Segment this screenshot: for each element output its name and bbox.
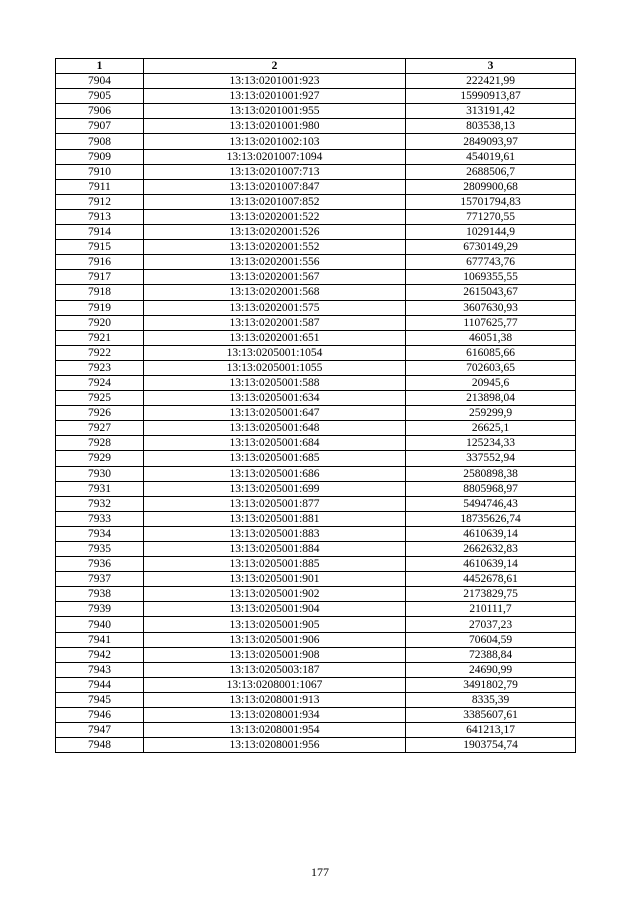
cadastral-value: 4610639,14: [406, 526, 576, 541]
cadastral-value: 702603,65: [406, 360, 576, 375]
cadastral-number: 13:13:0205001:647: [144, 406, 406, 421]
row-number: 7905: [56, 89, 144, 104]
cadastral-number: 13:13:0205001:904: [144, 602, 406, 617]
cadastral-number: 13:13:0205001:881: [144, 511, 406, 526]
row-number: 7918: [56, 285, 144, 300]
cadastral-value: 641213,17: [406, 723, 576, 738]
cadastral-number: 13:13:0205001:634: [144, 391, 406, 406]
cadastral-value: 3385607,61: [406, 708, 576, 723]
cadastral-value: 5494746,43: [406, 496, 576, 511]
table-row: [56, 270, 576, 285]
row-number: 7942: [56, 647, 144, 662]
row-number: 7938: [56, 587, 144, 602]
row-number: 7928: [56, 436, 144, 451]
cadastral-number: 13:13:0205001:684: [144, 436, 406, 451]
table-row: [56, 662, 576, 677]
cadastral-value: 46051,38: [406, 330, 576, 345]
cadastral-number: 13:13:0202001:522: [144, 209, 406, 224]
table-row: [56, 119, 576, 134]
table-row: [56, 194, 576, 209]
table-row: [56, 677, 576, 692]
row-number: 7904: [56, 74, 144, 89]
table-row: [56, 255, 576, 270]
table-row: [56, 587, 576, 602]
row-number: 7924: [56, 375, 144, 390]
table-row: [56, 572, 576, 587]
table-row: [56, 315, 576, 330]
table-row: [56, 451, 576, 466]
row-number: 7926: [56, 406, 144, 421]
row-number: 7932: [56, 496, 144, 511]
row-number: 7948: [56, 738, 144, 753]
cadastral-value: 313191,42: [406, 104, 576, 119]
cadastral-value: 18735626,74: [406, 511, 576, 526]
cadastral-number: 13:13:0205001:648: [144, 421, 406, 436]
table-row: [56, 89, 576, 104]
cadastral-number: 13:13:0201001:927: [144, 89, 406, 104]
row-number: 7935: [56, 542, 144, 557]
row-number: 7913: [56, 209, 144, 224]
cadastral-number: 13:13:0205001:906: [144, 632, 406, 647]
cadastral-value: 677743,76: [406, 255, 576, 270]
table-row: [56, 240, 576, 255]
cadastral-number: 13:13:0205003:187: [144, 662, 406, 677]
header-row: [56, 59, 576, 74]
cadastral-number: 13:13:0205001:885: [144, 557, 406, 572]
cadastral-number: 13:13:0201007:1094: [144, 149, 406, 164]
table-row: [56, 74, 576, 89]
row-number: 7912: [56, 194, 144, 209]
row-number: 7925: [56, 391, 144, 406]
cadastral-number: 13:13:0201007:847: [144, 179, 406, 194]
cadastral-number: 13:13:0205001:884: [144, 542, 406, 557]
row-number: 7947: [56, 723, 144, 738]
table-row: [56, 104, 576, 119]
cadastral-value: 6730149,29: [406, 240, 576, 255]
cadastral-value: 4610639,14: [406, 557, 576, 572]
cadastral-value: 222421,99: [406, 74, 576, 89]
cadastral-value: 2662632,83: [406, 542, 576, 557]
table-row: [56, 225, 576, 240]
cadastral-value: 454019,61: [406, 149, 576, 164]
row-number: 7941: [56, 632, 144, 647]
row-number: 7911: [56, 179, 144, 194]
cadastral-number: 13:13:0202001:568: [144, 285, 406, 300]
table-row: [56, 345, 576, 360]
table-row: [56, 557, 576, 572]
cadastral-value: 27037,23: [406, 617, 576, 632]
table-row: [56, 360, 576, 375]
row-number: 7945: [56, 692, 144, 707]
cadastral-number: 13:13:0201002:103: [144, 134, 406, 149]
cadastral-number: 13:13:0208001:1067: [144, 677, 406, 692]
cadastral-number: 13:13:0205001:883: [144, 526, 406, 541]
table-row: [56, 738, 576, 753]
cadastral-value: 2809900,68: [406, 179, 576, 194]
cadastral-number: 13:13:0202001:552: [144, 240, 406, 255]
cadastral-value: 2615043,67: [406, 285, 576, 300]
cadastral-value: 2849093,97: [406, 134, 576, 149]
cadastral-number: 13:13:0201007:713: [144, 164, 406, 179]
row-number: 7931: [56, 481, 144, 496]
row-number: 7920: [56, 315, 144, 330]
cadastral-number: 13:13:0205001:908: [144, 647, 406, 662]
row-number: 7933: [56, 511, 144, 526]
cadastral-number: 13:13:0202001:651: [144, 330, 406, 345]
cadastral-value: 15701794,83: [406, 194, 576, 209]
cadastral-value: 20945,6: [406, 375, 576, 390]
table-row: [56, 285, 576, 300]
cadastral-value: 337552,94: [406, 451, 576, 466]
cadastral-value: 2173829,75: [406, 587, 576, 602]
table-row: [56, 134, 576, 149]
cadastral-value: 2580898,38: [406, 466, 576, 481]
table-row: [56, 330, 576, 345]
cadastral-value: 24690,99: [406, 662, 576, 677]
table-row: [56, 436, 576, 451]
row-number: 7944: [56, 677, 144, 692]
cadastral-number: 13:13:0205001:905: [144, 617, 406, 632]
row-number: 7934: [56, 526, 144, 541]
row-number: 7917: [56, 270, 144, 285]
cadastral-value: 8805968,97: [406, 481, 576, 496]
cadastral-number: 13:13:0208001:954: [144, 723, 406, 738]
cadastral-value: 1903754,74: [406, 738, 576, 753]
row-number: 7906: [56, 104, 144, 119]
cadastral-value: 2688506,7: [406, 164, 576, 179]
cadastral-number: 13:13:0205001:699: [144, 481, 406, 496]
cadastral-value-table: [55, 58, 576, 753]
cadastral-number: 13:13:0201001:955: [144, 104, 406, 119]
row-number: 7940: [56, 617, 144, 632]
table-row: [56, 164, 576, 179]
cadastral-number: 13:13:0202001:567: [144, 270, 406, 285]
cadastral-number: 13:13:0205001:902: [144, 587, 406, 602]
cadastral-number: 13:13:0208001:913: [144, 692, 406, 707]
table-row: [56, 692, 576, 707]
cadastral-value: 3607630,93: [406, 300, 576, 315]
row-number: 7927: [56, 421, 144, 436]
row-number: 7936: [56, 557, 144, 572]
table-row: [56, 496, 576, 511]
cadastral-number: 13:13:0208001:956: [144, 738, 406, 753]
row-number: 7915: [56, 240, 144, 255]
cadastral-number: 13:13:0208001:934: [144, 708, 406, 723]
row-number: 7919: [56, 300, 144, 315]
row-number: 7930: [56, 466, 144, 481]
cadastral-value: 72388,84: [406, 647, 576, 662]
table-row: [56, 526, 576, 541]
cadastral-value: 3491802,79: [406, 677, 576, 692]
table-row: [56, 708, 576, 723]
row-number: 7923: [56, 360, 144, 375]
row-number: 7907: [56, 119, 144, 134]
table-row: [56, 209, 576, 224]
table-row: [56, 466, 576, 481]
cadastral-value: 1029144,9: [406, 225, 576, 240]
page-number: 177: [311, 865, 329, 879]
cadastral-value: 259299,9: [406, 406, 576, 421]
cadastral-number: 13:13:0202001:587: [144, 315, 406, 330]
cadastral-value: 4452678,61: [406, 572, 576, 587]
table-row: [56, 723, 576, 738]
cadastral-value: 803538,13: [406, 119, 576, 134]
row-number: 7910: [56, 164, 144, 179]
cadastral-number: 13:13:0205001:685: [144, 451, 406, 466]
table-row: [56, 602, 576, 617]
row-number: 7929: [56, 451, 144, 466]
cadastral-number: 13:13:0202001:556: [144, 255, 406, 270]
table-row: [56, 481, 576, 496]
cadastral-number: 13:13:0205001:588: [144, 375, 406, 390]
table-row: [56, 391, 576, 406]
row-number: 7909: [56, 149, 144, 164]
row-number: 7943: [56, 662, 144, 677]
table-row: [56, 300, 576, 315]
table-row: [56, 511, 576, 526]
cadastral-value: 771270,55: [406, 209, 576, 224]
table-row: [56, 617, 576, 632]
row-number: 7916: [56, 255, 144, 270]
table-row: [56, 542, 576, 557]
table-row: [56, 179, 576, 194]
header-col-3: 3: [406, 59, 576, 74]
cadastral-number: 13:13:0201001:980: [144, 119, 406, 134]
row-number: 7921: [56, 330, 144, 345]
cadastral-number: 13:13:0205001:1054: [144, 345, 406, 360]
row-number: 7937: [56, 572, 144, 587]
cadastral-number: 13:13:0201001:923: [144, 74, 406, 89]
cadastral-value: 1107625,77: [406, 315, 576, 330]
table-row: [56, 149, 576, 164]
header-col-2: 2: [144, 59, 406, 74]
header-col-1: 1: [56, 59, 144, 74]
cadastral-value: 125234,33: [406, 436, 576, 451]
cadastral-value: 616085,66: [406, 345, 576, 360]
cadastral-value: 210111,7: [406, 602, 576, 617]
row-number: 7939: [56, 602, 144, 617]
row-number: 7908: [56, 134, 144, 149]
table-row: [56, 647, 576, 662]
cadastral-number: 13:13:0205001:901: [144, 572, 406, 587]
table-row: [56, 406, 576, 421]
cadastral-number: 13:13:0205001:877: [144, 496, 406, 511]
cadastral-value: 8335,39: [406, 692, 576, 707]
table-body: [56, 74, 576, 753]
cadastral-value: 15990913,87: [406, 89, 576, 104]
row-number: 7946: [56, 708, 144, 723]
row-number: 7922: [56, 345, 144, 360]
cadastral-number: 13:13:0205001:686: [144, 466, 406, 481]
cadastral-number: 13:13:0202001:575: [144, 300, 406, 315]
table-row: [56, 375, 576, 390]
cadastral-value: 1069355,55: [406, 270, 576, 285]
cadastral-number: 13:13:0205001:1055: [144, 360, 406, 375]
cadastral-number: 13:13:0201007:852: [144, 194, 406, 209]
row-number: 7914: [56, 225, 144, 240]
cadastral-value: 26625,1: [406, 421, 576, 436]
table-row: [56, 632, 576, 647]
cadastral-value: 70604,59: [406, 632, 576, 647]
cadastral-value: 213898,04: [406, 391, 576, 406]
cadastral-number: 13:13:0202001:526: [144, 225, 406, 240]
table-row: [56, 421, 576, 436]
